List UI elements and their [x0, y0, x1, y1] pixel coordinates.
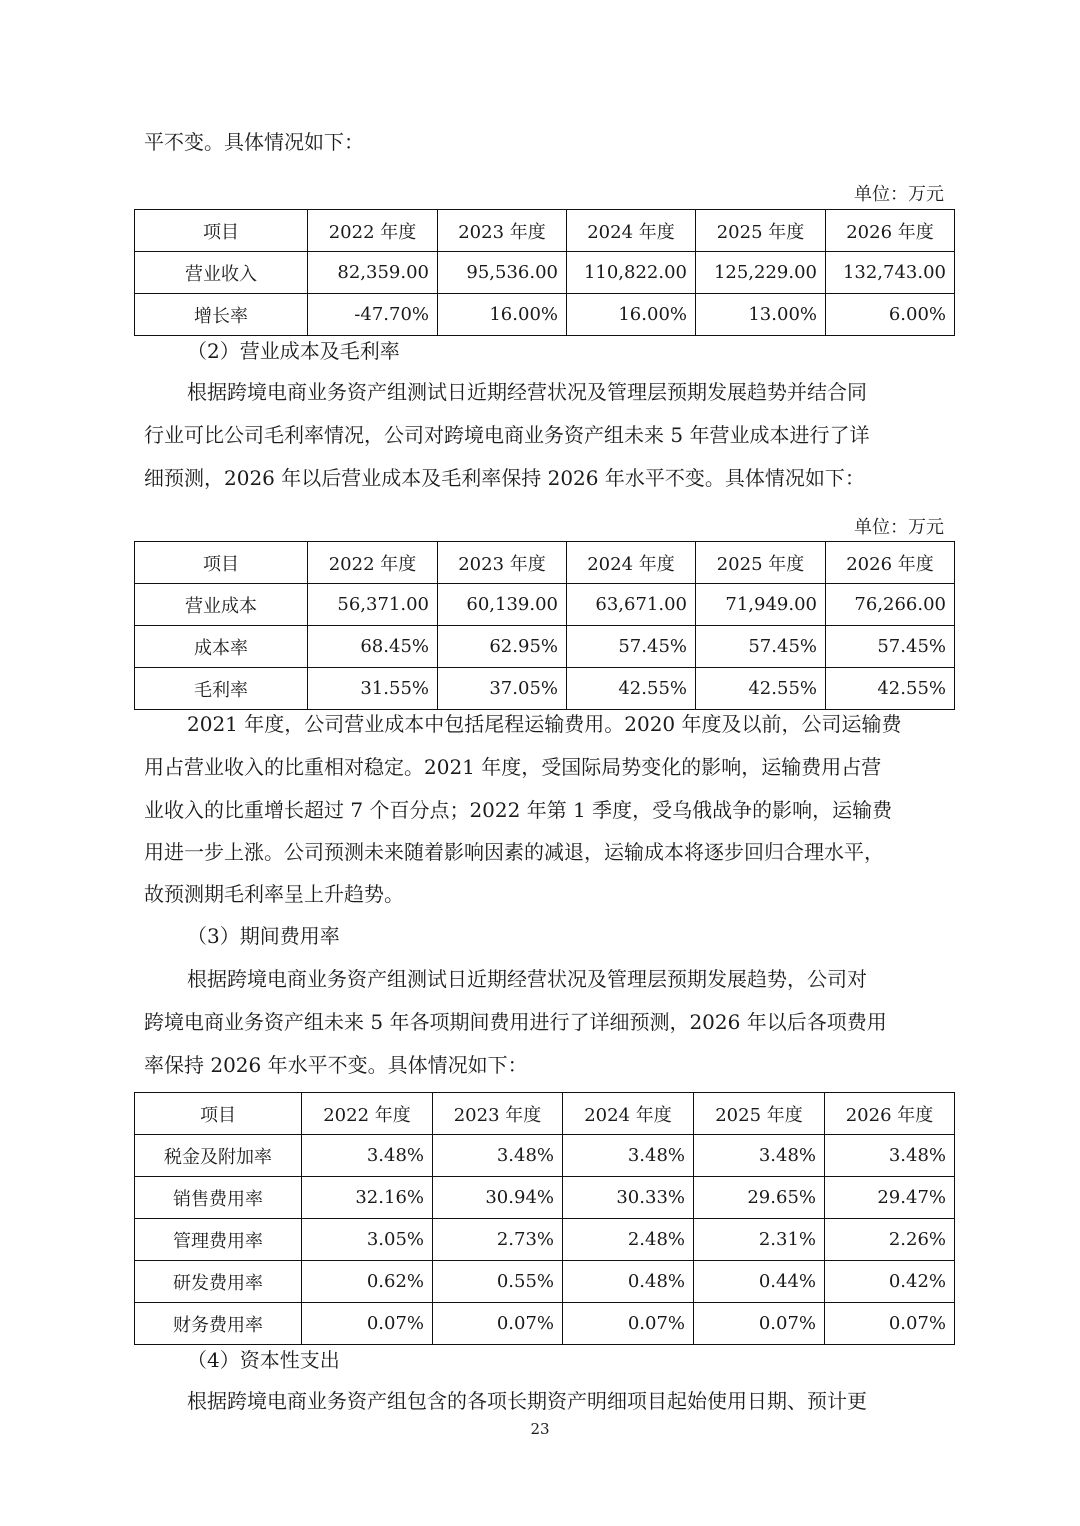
- table-cell: 29.47%: [825, 1177, 955, 1219]
- header-cell: 2024 年度: [563, 1093, 694, 1135]
- table-cell: 63,671.00: [567, 584, 696, 626]
- table-cell: 56,371.00: [308, 584, 438, 626]
- page-number: 23: [530, 1420, 550, 1438]
- paragraph-line: 根据跨境电商业务资产组包含的各项长期资产明细项目起始使用日期、预计更: [187, 1389, 867, 1413]
- row-label: 成本率: [135, 626, 308, 668]
- header-cell: 项目: [135, 210, 308, 252]
- header-cell: 2026 年度: [826, 542, 955, 584]
- header-cell: 2025 年度: [696, 542, 826, 584]
- table-cell: 0.42%: [825, 1261, 955, 1303]
- expense-table: [134, 1092, 955, 1345]
- paragraph-line: 业收入的比重增长超过 7 个百分点；2022 年第 1 季度，受乌俄战争的影响，运输费: [144, 798, 893, 822]
- header-cell: 项目: [135, 1093, 302, 1135]
- table-cell: 132,743.00: [826, 252, 955, 294]
- table-row: [135, 252, 955, 294]
- row-label: 财务费用率: [135, 1303, 302, 1345]
- table-cell: -47.70%: [308, 294, 438, 336]
- row-label: 毛利率: [135, 668, 308, 710]
- header-cell: 项目: [135, 542, 308, 584]
- row-label: 销售费用率: [135, 1177, 302, 1219]
- paragraph-line: 率保持 2026 年水平不变。具体情况如下：: [144, 1053, 528, 1077]
- section-heading-capex: （4）资本性支出: [187, 1348, 340, 1372]
- table-cell: 95,536.00: [438, 252, 567, 294]
- table-cell: 110,822.00: [567, 252, 696, 294]
- row-label: 营业收入: [135, 252, 308, 294]
- table-cell: 0.44%: [694, 1261, 825, 1303]
- table-cell: 42.55%: [826, 668, 955, 710]
- table-cell: 16.00%: [438, 294, 567, 336]
- header-cell: 2026 年度: [826, 210, 955, 252]
- table-cell: 32.16%: [302, 1177, 433, 1219]
- cost-table: [134, 541, 955, 710]
- table-cell: 6.00%: [826, 294, 955, 336]
- table-cell: 3.48%: [694, 1135, 825, 1177]
- table-cell: 13.00%: [696, 294, 826, 336]
- table-cell: 0.62%: [302, 1261, 433, 1303]
- header-cell: 2022 年度: [302, 1093, 433, 1135]
- table-row: [135, 626, 955, 668]
- table-row: [135, 668, 955, 710]
- table-cell: 37.05%: [438, 668, 567, 710]
- header-cell: 2024 年度: [567, 542, 696, 584]
- paragraph-line: 行业可比公司毛利率情况，公司对跨境电商业务资产组未来 5 年营业成本进行了详: [144, 423, 870, 447]
- table-cell: 57.45%: [696, 626, 826, 668]
- table-cell: 0.07%: [433, 1303, 563, 1345]
- table-cell: 2.26%: [825, 1219, 955, 1261]
- table-cell: 2.48%: [563, 1219, 694, 1261]
- table-cell: 0.07%: [825, 1303, 955, 1345]
- header-cell: 2022 年度: [308, 542, 438, 584]
- table-row: [135, 1219, 955, 1261]
- table-cell: 71,949.00: [696, 584, 826, 626]
- header-cell: 2023 年度: [433, 1093, 563, 1135]
- table-cell: 2.73%: [433, 1219, 563, 1261]
- row-label: 增长率: [135, 294, 308, 336]
- table-cell: 57.45%: [826, 626, 955, 668]
- row-label: 研发费用率: [135, 1261, 302, 1303]
- table-cell: 0.07%: [563, 1303, 694, 1345]
- header-cell: 2025 年度: [696, 210, 826, 252]
- table-header-row: [135, 542, 955, 584]
- unit-label-1: 单位：万元: [854, 184, 944, 205]
- row-label: 税金及附加率: [135, 1135, 302, 1177]
- revenue-table: [134, 209, 955, 336]
- section-heading-cost: （2）营业成本及毛利率: [187, 339, 400, 363]
- table-cell: 3.48%: [433, 1135, 563, 1177]
- table-cell: 68.45%: [308, 626, 438, 668]
- paragraph-line: 根据跨境电商业务资产组测试日近期经营状况及管理层预期发展趋势，公司对: [187, 967, 867, 991]
- table-cell: 0.07%: [694, 1303, 825, 1345]
- paragraph-line: 用进一步上涨。公司预测未来随着影响因素的减退，运输成本将逐步回归合理水平，: [144, 840, 884, 864]
- header-cell: 2023 年度: [438, 542, 567, 584]
- table-cell: 82,359.00: [308, 252, 438, 294]
- table-row: [135, 1177, 955, 1219]
- table-cell: 3.05%: [302, 1219, 433, 1261]
- table-cell: 3.48%: [825, 1135, 955, 1177]
- paragraph-line: 根据跨境电商业务资产组测试日近期经营状况及管理层预期发展趋势并结合同: [187, 380, 867, 404]
- table-cell: 2.31%: [694, 1219, 825, 1261]
- table-cell: 29.65%: [694, 1177, 825, 1219]
- table-cell: 42.55%: [567, 668, 696, 710]
- table-cell: 0.55%: [433, 1261, 563, 1303]
- row-label: 管理费用率: [135, 1219, 302, 1261]
- table-cell: 16.00%: [567, 294, 696, 336]
- table-row: [135, 1261, 955, 1303]
- table-cell: 31.55%: [308, 668, 438, 710]
- header-cell: 2026 年度: [825, 1093, 955, 1135]
- table-header-row: [135, 1093, 955, 1135]
- table-cell: 30.33%: [563, 1177, 694, 1219]
- table-cell: 30.94%: [433, 1177, 563, 1219]
- table-cell: 60,139.00: [438, 584, 567, 626]
- paragraph-line: 跨境电商业务资产组未来 5 年各项期间费用进行了详细预测，2026 年以后各项费用: [144, 1010, 887, 1034]
- paragraph-line: 细预测，2026 年以后营业成本及毛利率保持 2026 年水平不变。具体情况如下：: [144, 466, 865, 490]
- section-heading-expense: （3）期间费用率: [187, 924, 340, 948]
- table-cell: 57.45%: [567, 626, 696, 668]
- header-cell: 2023 年度: [438, 210, 567, 252]
- table-cell: 42.55%: [696, 668, 826, 710]
- header-cell: 2024 年度: [567, 210, 696, 252]
- paragraph-line: 2021 年度，公司营业成本中包括尾程运输费用。2020 年度及以前，公司运输费: [187, 712, 902, 736]
- header-cell: 2025 年度: [694, 1093, 825, 1135]
- table-row: [135, 1303, 955, 1345]
- unit-label-2: 单位：万元: [854, 517, 944, 538]
- paragraph-line: 故预测期毛利率呈上升趋势。: [144, 882, 404, 906]
- table-cell: 62.95%: [438, 626, 567, 668]
- table-cell: 0.48%: [563, 1261, 694, 1303]
- paragraph-line: 用占营业收入的比重相对稳定。2021 年度，受国际局势变化的影响，运输费用占营: [144, 755, 882, 779]
- table-row: [135, 584, 955, 626]
- intro-line: 平不变。具体情况如下：: [144, 130, 364, 154]
- table-header-row: [135, 210, 955, 252]
- table-cell: 3.48%: [302, 1135, 433, 1177]
- header-cell: 2022 年度: [308, 210, 438, 252]
- table-cell: 0.07%: [302, 1303, 433, 1345]
- table-cell: 3.48%: [563, 1135, 694, 1177]
- table-row: [135, 294, 955, 336]
- table-row: [135, 1135, 955, 1177]
- table-cell: 125,229.00: [696, 252, 826, 294]
- row-label: 营业成本: [135, 584, 308, 626]
- table-cell: 76,266.00: [826, 584, 955, 626]
